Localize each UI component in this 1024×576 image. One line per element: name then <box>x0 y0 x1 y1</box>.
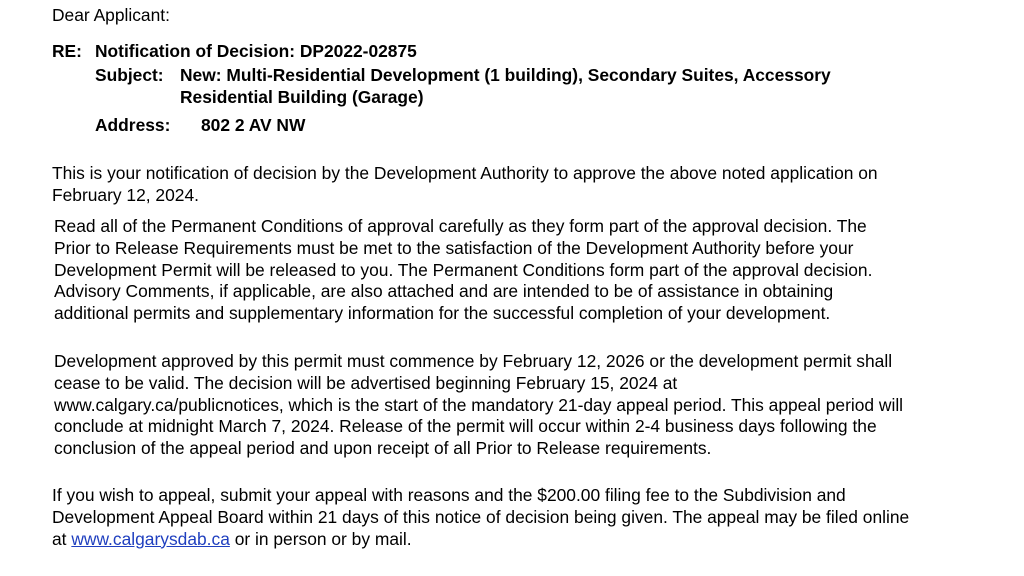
link-prefix: at <box>52 528 72 549</box>
salutation: Dear Applicant: <box>52 5 170 25</box>
paragraph-appeal <box>52 485 909 550</box>
paragraph-line: conclude at midnight March 7, 2024. Release of the permit will occur within 2-4 business days following the <box>54 416 877 437</box>
paragraph-commencement <box>54 351 903 460</box>
address-label: Address: <box>95 115 171 135</box>
subject-line-1: New: Multi-Residential Development (1 building), Secondary Suites, Accessory <box>180 65 831 85</box>
paragraph-conditions <box>54 216 872 325</box>
paragraph-notification <box>52 163 878 207</box>
sdab-website-link[interactable]: www.calgarysdab.ca <box>71 528 230 549</box>
paragraph-line: Development Permit will be released to you. The Permanent Conditions form part of the approval decision. <box>54 259 873 280</box>
subject-line-2: Residential Building (Garage) <box>180 87 424 107</box>
paragraph-line: Advisory Comments, if applicable, are also attached and are intended to be of assistance in obtaining <box>54 281 834 302</box>
paragraph-line: conclusion of the appeal period and upon receipt of all Prior to Release requirements. <box>54 438 712 459</box>
paragraph-line: This is your notification of decision by the Development Authority to approve the above noted application on <box>52 163 878 183</box>
subject-label: Subject: <box>95 65 164 85</box>
paragraph-line: February 12, 2024. <box>52 184 199 205</box>
paragraph-line: cease to be valid. The decision will be advertised beginning February 15, 2024 at <box>54 372 678 393</box>
paragraph-line: Development approved by this permit must commence by February 12, 2026 or the development permit shall <box>54 351 893 371</box>
paragraph-line: additional permits and supplementary information for the successful completion of your development. <box>54 303 831 324</box>
link-suffix: or in person or by mail. <box>229 528 412 549</box>
paragraph-line: Development Appeal Board within 21 days of this notice of decision being given. The appeal may be filed online <box>52 506 910 527</box>
paragraph-line-with-link <box>52 529 909 551</box>
paragraph-line: Read all of the Permanent Conditions of approval carefully as they form part of the approval decision. The <box>54 216 867 236</box>
address-value: 802 2 AV NW <box>201 115 306 135</box>
decision-title: Notification of Decision: DP2022-02875 <box>95 41 417 61</box>
re-label: RE: <box>52 41 82 61</box>
paragraph-line: If you wish to appeal, submit your appeal with reasons and the $200.00 filing fee to the Subdivision and <box>52 485 846 505</box>
paragraph-line: Prior to Release Requirements must be met to the satisfaction of the Development Authority before your <box>54 237 854 258</box>
paragraph-line: www.calgary.ca/publicnotices, which is the start of the mandatory 21-day appeal period. This appeal period will <box>54 394 904 415</box>
